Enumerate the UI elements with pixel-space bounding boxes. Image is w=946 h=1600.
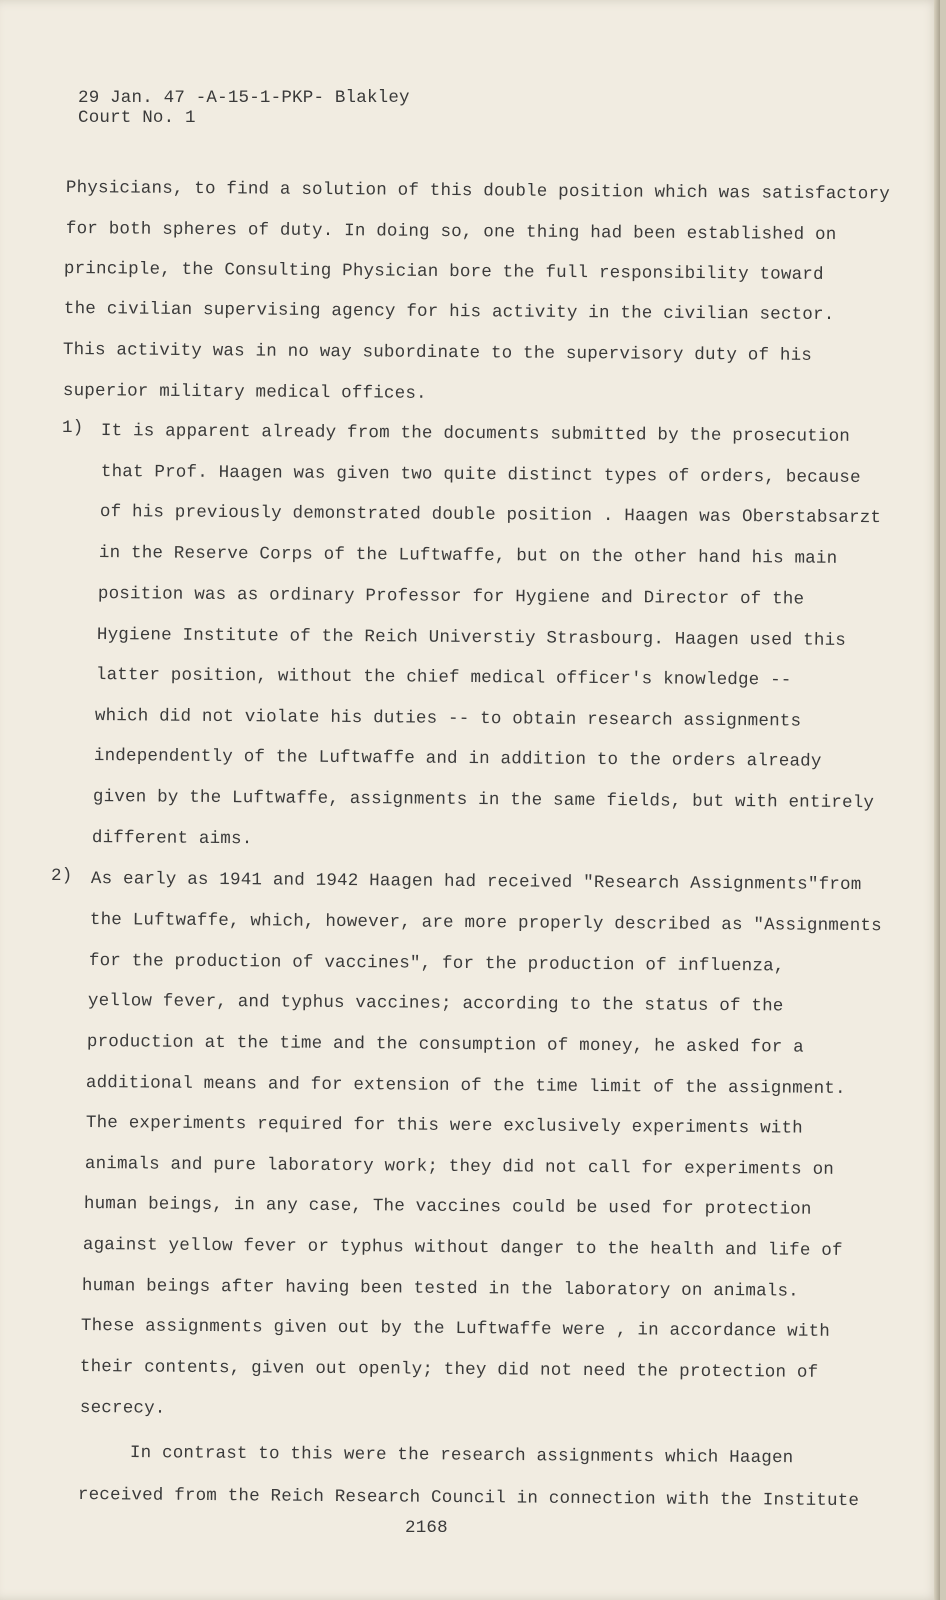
intro-line: Physicians, to find a solution of this double position which was satisfactory xyxy=(65,178,891,205)
item-number: 2) xyxy=(51,866,73,886)
item2-line: animals and pure laboratory work; they did not call for experiments on xyxy=(84,1154,835,1180)
item1-line: position was as ordinary Professor for Hygiene and Director of the xyxy=(97,584,805,610)
intro-line: superior military medical offices. xyxy=(62,381,427,404)
item2-line: secrecy. xyxy=(79,1398,166,1419)
item1-line: that Prof. Haagen was given two quite distinct types of orders, because xyxy=(100,462,861,488)
item2-line: human beings, in any case, The vaccines could be used for protection xyxy=(83,1194,812,1220)
page-edge xyxy=(934,0,940,1600)
item2-line: additional means and for extension of the time limit of the assignment. xyxy=(85,1073,846,1099)
item1-line: latter position, without the chief medical officer's knowledge -- xyxy=(95,665,792,691)
page-number: 2168 xyxy=(405,1518,448,1538)
item2-line: These assignments given out by the Luftwaffe were , in accordance with xyxy=(80,1316,831,1342)
intro-line: the civilian supervising agency for his activity in the civilian sector. xyxy=(63,299,835,326)
header-date-line: 29 Jan. 47 -A-15-1-PKP- Blakley xyxy=(78,88,410,108)
item1-line: which did not violate his duties -- to obtain research assignments xyxy=(94,706,802,732)
item2-line: As early as 1941 and 1942 Haagen had received "Research Assignments"from xyxy=(90,869,862,896)
item1-line: Hygiene Institute of the Reich Universtiy Strasbourg. Haagen used this xyxy=(96,625,847,651)
intro-line: for both spheres of duty. In doing so, one thing had been established on xyxy=(65,219,837,246)
contrast-line: In contrast to this were the research assignments which Haagen xyxy=(129,1443,794,1469)
item2-line: yellow fever, and typhus vaccines; according to the status of the xyxy=(87,991,784,1017)
item1-line: independently of the Luftwaffe and in addition to the orders already xyxy=(93,746,822,772)
item2-line: production at the time and the consumption of money, he asked for a xyxy=(86,1032,804,1058)
header-court-line: Court No. 1 xyxy=(78,108,196,128)
item2-line: their contents, given out openly; they did not need the protection of xyxy=(79,1357,819,1383)
contrast-line: received from the Reich Research Council in connection with the Institute xyxy=(77,1485,860,1512)
item2-line: the Luftwaffe, which, however, are more properly described as "Assignments xyxy=(89,910,882,937)
item2-line: against yellow fever or typhus without danger to the health and life of xyxy=(82,1235,843,1261)
intro-line: principle, the Consulting Physician bore the full responsibility toward xyxy=(63,259,824,285)
item1-line: in the Reserve Corps of the Luftwaffe, but on the other hand his main xyxy=(98,543,838,569)
intro-line: This activity was in no way subordinate to the supervisory duty of his xyxy=(62,340,813,366)
document-header xyxy=(78,88,410,128)
item2-line: for the production of vaccines", for the production of influenza, xyxy=(88,951,785,977)
item1-line: given by the Luftwaffe, assignments in the same fields, but with entirely xyxy=(92,787,875,814)
item2-line: human beings after having been tested in the laboratory on animals. xyxy=(81,1276,799,1302)
item1-line: of his previously demonstrated double position . Haagen was Oberstabsarzt xyxy=(99,502,882,529)
item1-line: It is apparent already from the documents submitted by the prosecution xyxy=(100,421,851,447)
item-number: 1) xyxy=(62,418,84,438)
item2-line: The experiments required for this were exclusively experiments with xyxy=(85,1113,803,1139)
item1-line: different aims. xyxy=(91,828,253,850)
